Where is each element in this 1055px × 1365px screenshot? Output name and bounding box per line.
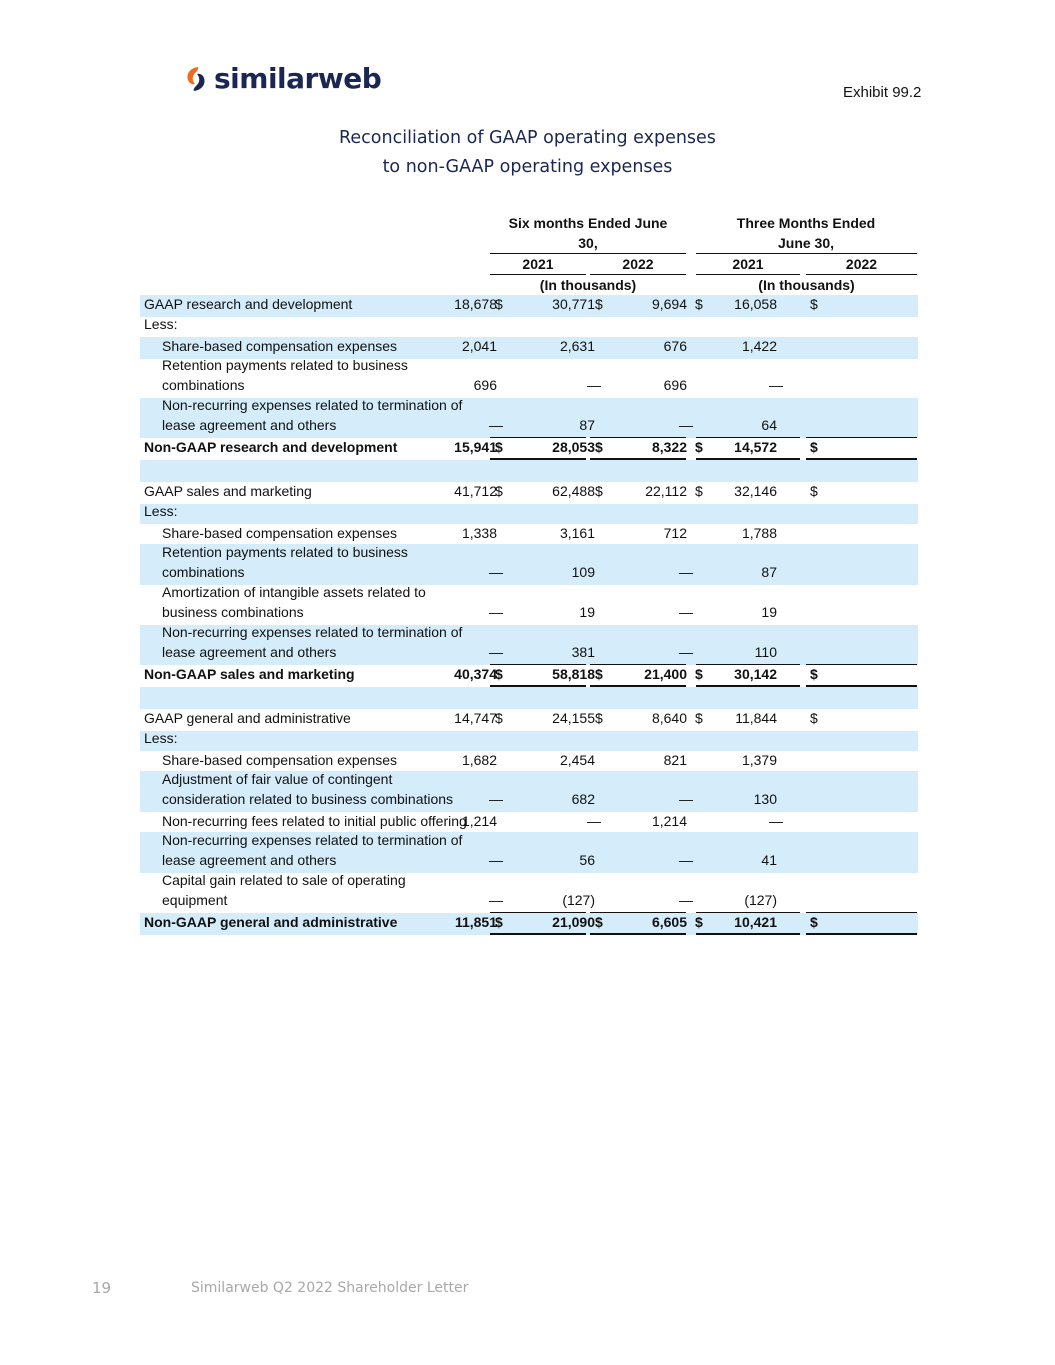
- year-rule: [806, 274, 917, 275]
- row-label: GAAP sales and marketing: [144, 483, 312, 499]
- row-label: GAAP research and development: [144, 296, 353, 312]
- value-cell: 712: [663, 525, 687, 541]
- value-cell: 62,488: [552, 483, 595, 499]
- value-cell: —: [679, 791, 693, 807]
- value-cell: 8,640: [651, 710, 687, 726]
- currency-symbol: $: [695, 483, 703, 499]
- row-label: Non-recurring expenses related to termination of lease agreement and others: [162, 397, 463, 433]
- value-cell: 30,142: [734, 666, 777, 682]
- currency-symbol: $: [810, 296, 818, 312]
- currency-symbol: $: [810, 483, 818, 499]
- table-row: [140, 665, 918, 687]
- units-label: (In thousands): [758, 277, 855, 293]
- header-rule: [490, 253, 686, 254]
- table-row: [140, 504, 918, 524]
- value-cell: 1,788: [741, 525, 777, 541]
- table-row: [140, 709, 918, 731]
- page-title: [0, 124, 1055, 181]
- row-label: Non-GAAP sales and marketing: [144, 666, 355, 682]
- exhibit-label: Exhibit 99.2: [843, 84, 922, 101]
- value-cell: —: [769, 813, 783, 829]
- logo-wordmark: similarweb: [214, 62, 382, 95]
- value-cell: 9,694: [651, 296, 687, 312]
- table-row: [140, 873, 918, 913]
- units-label: (In thousands): [539, 277, 637, 293]
- table-row: [140, 460, 918, 482]
- value-cell: 682: [571, 791, 595, 807]
- value-cell: 32,146: [734, 483, 777, 499]
- year-header: 2022: [622, 256, 654, 272]
- value-cell: 110: [754, 644, 777, 660]
- value-cell: 1,682: [461, 752, 497, 768]
- value-cell: 2,631: [559, 338, 595, 354]
- footer-text: Similarweb Q2 2022 Shareholder Letter: [191, 1280, 469, 1296]
- row-label: Share-based compensation expenses: [162, 338, 398, 354]
- currency-symbol: $: [595, 483, 603, 499]
- value-cell: 58,818: [552, 666, 595, 682]
- value-cell: 696: [663, 377, 687, 393]
- value-cell: 1,379: [741, 752, 777, 768]
- row-label: Non-GAAP research and development: [144, 439, 398, 455]
- currency-symbol: $: [695, 710, 703, 726]
- value-cell: 19: [761, 604, 777, 620]
- currency-symbol: $: [810, 710, 818, 726]
- value-cell: (127): [744, 892, 777, 908]
- currency-symbol: $: [495, 439, 503, 455]
- header-rule: [696, 253, 917, 254]
- currency-symbol: $: [495, 666, 503, 682]
- row-label: Amortization of intangible assets related to business combinations: [162, 584, 426, 620]
- total-rule: [490, 933, 586, 935]
- value-cell: 3,161: [559, 525, 595, 541]
- row-label: Non-GAAP general and administrative: [144, 914, 398, 930]
- table-row: [140, 913, 918, 935]
- six-months-header: Six months Ended June 30,: [508, 215, 668, 251]
- similarweb-logo-icon: [184, 65, 208, 93]
- table-row: [140, 482, 918, 504]
- row-label: Non-recurring expenses related to termination of lease agreement and others: [162, 624, 463, 660]
- value-cell: 10,421: [734, 914, 777, 930]
- row-label: Less:: [144, 503, 178, 519]
- table-row: [140, 544, 918, 585]
- currency-symbol: $: [495, 483, 503, 499]
- row-label: Less:: [144, 730, 178, 746]
- value-cell: 87: [761, 564, 777, 580]
- value-cell: —: [489, 644, 503, 660]
- value-cell: 6,605: [651, 914, 687, 930]
- value-cell: 16,058: [734, 296, 777, 312]
- value-cell: 24,155: [552, 710, 595, 726]
- value-cell: 8,322: [651, 439, 687, 455]
- currency-symbol: $: [495, 296, 503, 312]
- currency-symbol: $: [595, 439, 603, 455]
- currency-symbol: $: [595, 296, 603, 312]
- row-label: Share-based compensation expenses: [162, 752, 398, 768]
- currency-symbol: $: [695, 914, 703, 930]
- row-label: Retention payments related to business combinations: [162, 544, 408, 580]
- page-number: 19: [92, 1279, 112, 1297]
- value-cell: —: [489, 892, 503, 908]
- currency-symbol: $: [595, 666, 603, 682]
- row-label: Retention payments related to business combinations: [162, 357, 408, 393]
- value-cell: 28,053: [552, 439, 595, 455]
- row-label: Less:: [144, 316, 178, 332]
- value-cell: —: [587, 377, 601, 393]
- row-label: Share-based compensation expenses: [162, 525, 398, 541]
- value-cell: 19: [579, 604, 595, 620]
- table-row: [140, 295, 918, 317]
- currency-symbol: $: [695, 666, 703, 682]
- value-cell: —: [769, 377, 783, 393]
- currency-symbol: $: [695, 439, 703, 455]
- value-cell: 56: [579, 852, 595, 868]
- value-cell: 18,678: [454, 296, 497, 312]
- table-row: [140, 585, 918, 625]
- value-cell: —: [489, 852, 503, 868]
- value-cell: 109: [571, 564, 595, 580]
- currency-symbol: $: [810, 439, 818, 455]
- value-cell: (127): [562, 892, 595, 908]
- value-cell: 22,112: [645, 483, 687, 499]
- table-row: [140, 731, 918, 751]
- currency-symbol: $: [810, 914, 818, 930]
- value-cell: 15,941: [454, 439, 497, 455]
- value-cell: 40,374: [454, 666, 497, 682]
- table-row: [140, 625, 918, 665]
- value-cell: —: [679, 417, 693, 433]
- value-cell: 696: [473, 377, 497, 393]
- value-cell: —: [679, 852, 693, 868]
- year-header: 2021: [732, 256, 764, 272]
- value-cell: 130: [753, 791, 777, 807]
- year-rule: [590, 274, 686, 275]
- table-row: [140, 438, 918, 460]
- year-header: 2022: [845, 256, 878, 272]
- currency-symbol: $: [495, 914, 503, 930]
- value-cell: 381: [571, 644, 595, 660]
- value-cell: 21,400: [644, 666, 687, 682]
- currency-symbol: $: [595, 710, 603, 726]
- value-cell: 1,338: [461, 525, 497, 541]
- table-row: [140, 357, 918, 398]
- currency-symbol: $: [810, 666, 818, 682]
- value-cell: —: [679, 564, 693, 580]
- row-label: Adjustment of fair value of contingent consideration related to business combinations: [162, 771, 454, 807]
- total-rule: [806, 933, 917, 935]
- row-label: GAAP general and administrative: [144, 710, 351, 726]
- value-cell: 30,771: [552, 296, 595, 312]
- value-cell: 11,851: [454, 914, 497, 930]
- title-line-2: to non-GAAP operating expenses: [382, 156, 673, 177]
- value-cell: 821: [663, 752, 687, 768]
- value-cell: 21,090: [552, 914, 595, 930]
- value-cell: 41,712: [454, 483, 497, 499]
- table-row: [140, 771, 918, 812]
- value-cell: 2,041: [461, 338, 497, 354]
- currency-symbol: $: [695, 296, 703, 312]
- year-rule: [696, 274, 800, 275]
- table-row: [140, 317, 918, 337]
- total-rule: [590, 933, 686, 935]
- similarweb-logo: [184, 62, 381, 95]
- value-cell: 1,214: [461, 813, 497, 829]
- year-rule: [490, 274, 586, 275]
- row-label: Capital gain related to sale of operating equipment: [162, 872, 406, 908]
- title-line-1: Reconciliation of GAAP operating expenses: [339, 128, 716, 148]
- value-cell: 14,572: [734, 439, 777, 455]
- value-cell: 676: [663, 338, 687, 354]
- total-rule: [696, 933, 800, 935]
- value-cell: 64: [761, 417, 777, 433]
- value-cell: —: [679, 892, 693, 908]
- value-cell: —: [679, 604, 693, 620]
- row-label: Non-recurring expenses related to termination of lease agreement and others: [162, 832, 463, 868]
- three-months-header: Three Months Ended June 30,: [736, 215, 876, 251]
- value-cell: 11,844: [735, 710, 777, 726]
- value-cell: —: [489, 564, 503, 580]
- value-cell: —: [489, 791, 503, 807]
- value-cell: —: [679, 644, 693, 660]
- value-cell: —: [489, 417, 503, 433]
- table-row: [140, 832, 918, 873]
- row-label: Non-recurring fees related to initial public offering: [162, 813, 467, 829]
- value-cell: 14,747: [454, 710, 497, 726]
- value-cell: 41: [761, 852, 777, 868]
- value-cell: 1,214: [651, 813, 687, 829]
- year-header: 2021: [522, 256, 554, 272]
- table-row: [140, 687, 918, 709]
- value-cell: 1,422: [741, 338, 777, 354]
- currency-symbol: $: [595, 914, 603, 930]
- currency-symbol: $: [495, 710, 503, 726]
- value-cell: 87: [579, 417, 595, 433]
- value-cell: —: [489, 604, 503, 620]
- table-row: [140, 398, 918, 438]
- value-cell: 2,454: [559, 752, 595, 768]
- value-cell: —: [587, 813, 601, 829]
